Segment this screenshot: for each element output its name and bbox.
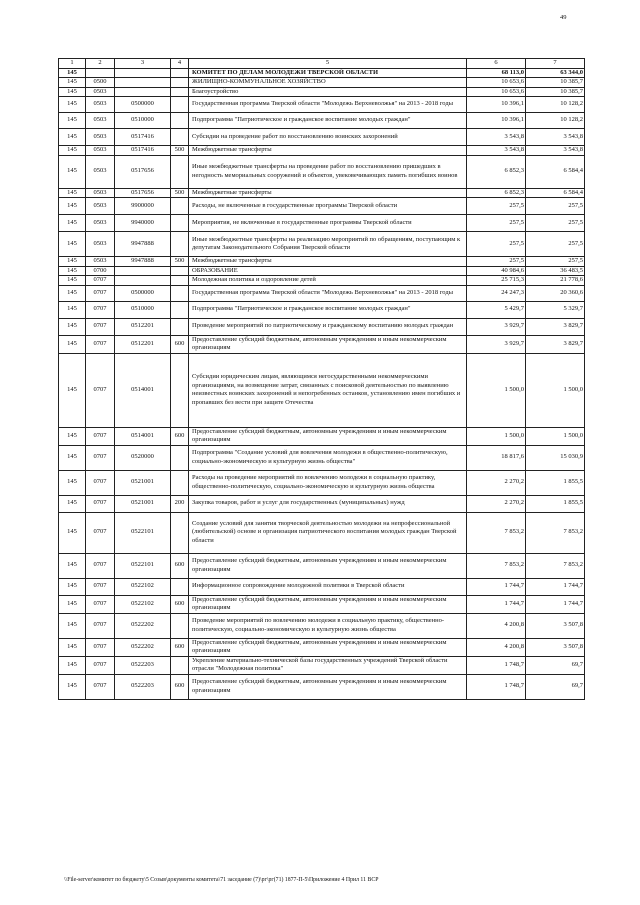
description-cell: Благоустройство	[189, 87, 467, 97]
amount-cell: 1 744,7	[467, 595, 526, 613]
description-cell: Проведение мероприятий по вовлечению молодежи в социальную практику, общественно-политическую, социально-экономическую и культурную жизнь общества	[189, 613, 467, 638]
amount-cell: 1 500,0	[526, 353, 585, 427]
expense-type-cell	[171, 113, 189, 129]
amount-cell: 257,5	[467, 198, 526, 215]
target-article-cell: 0500000	[115, 285, 171, 301]
code-cell: 145	[59, 578, 86, 595]
amount-cell: 40 984,6	[467, 266, 526, 276]
code-cell: 145	[59, 427, 86, 445]
table-row	[59, 335, 585, 353]
amount-cell: 10 653,6	[467, 78, 526, 88]
amount-cell: 1 855,5	[526, 495, 585, 512]
column-header: 2	[86, 59, 115, 69]
table-row	[59, 353, 585, 427]
description-cell: Предоставление субсидий бюджетным, автономным учреждениям и иным некоммерческим организациям	[189, 638, 467, 656]
description-cell: Межбюджетные трансферты	[189, 146, 467, 156]
amount-cell: 3 929,7	[467, 335, 526, 353]
code-cell: 145	[59, 257, 86, 267]
expense-type-cell	[171, 445, 189, 470]
description-cell: Предоставление субсидий бюджетным, автономным учреждениям и иным некоммерческим организациям	[189, 553, 467, 578]
amount-cell: 1 744,7	[467, 578, 526, 595]
amount-cell: 257,5	[526, 257, 585, 267]
section-cell: 0707	[86, 353, 115, 427]
expense-type-cell	[171, 318, 189, 335]
amount-cell: 6 852,3	[467, 188, 526, 198]
code-cell: 145	[59, 113, 86, 129]
target-article-cell: 9947888	[115, 257, 171, 267]
code-cell: 145	[59, 188, 86, 198]
target-article-cell: 9940000	[115, 215, 171, 232]
target-article-cell: 0512201	[115, 318, 171, 335]
description-cell: Субсидии на проведение работ по восстановлению воинских захоронений	[189, 129, 467, 146]
section-cell: 0700	[86, 266, 115, 276]
code-cell: 145	[59, 301, 86, 318]
column-header-row	[59, 59, 585, 69]
amount-cell: 1 500,0	[467, 353, 526, 427]
description-cell: Создание условий для занятия творческой деятельностью молодежи на непрофессиональной (любительской) основе и организация патриотического воспитания молодых граждан Тверской области	[189, 512, 467, 553]
expense-type-cell	[171, 512, 189, 553]
column-header: 7	[526, 59, 585, 69]
table-row	[59, 78, 585, 88]
description-cell: Информационное сопровождение молодежной политики в Тверской области	[189, 578, 467, 595]
code-cell: 145	[59, 87, 86, 97]
section-cell: 0707	[86, 427, 115, 445]
section-cell: 0707	[86, 656, 115, 674]
expense-type-cell: 600	[171, 427, 189, 445]
expense-type-cell	[171, 198, 189, 215]
target-article-cell: 0520000	[115, 445, 171, 470]
description-cell: ОБРАЗОВАНИЕ	[189, 266, 467, 276]
code-cell: 145	[59, 445, 86, 470]
target-article-cell	[115, 276, 171, 286]
description-cell: Подпрограмма "Создание условий для вовлечения молодежи в общественно-политическую, социально-экономическую и культурную жизнь общества"	[189, 445, 467, 470]
section-cell: 0503	[86, 215, 115, 232]
amount-cell: 257,5	[467, 232, 526, 257]
expense-type-cell	[171, 266, 189, 276]
expense-type-cell: 500	[171, 146, 189, 156]
target-article-cell: 0514001	[115, 353, 171, 427]
amount-cell: 1 744,7	[526, 578, 585, 595]
section-cell: 0707	[86, 578, 115, 595]
target-article-cell	[115, 78, 171, 88]
code-cell: 145	[59, 78, 86, 88]
code-cell: 145	[59, 353, 86, 427]
amount-cell: 3 543,8	[467, 146, 526, 156]
code-cell: 145	[59, 595, 86, 613]
table-row	[59, 595, 585, 613]
amount-cell: 1 748,7	[467, 656, 526, 674]
amount-cell: 3 507,8	[526, 638, 585, 656]
amount-cell: 2 270,2	[467, 495, 526, 512]
expense-type-cell: 200	[171, 495, 189, 512]
code-cell: 145	[59, 215, 86, 232]
table-row	[59, 266, 585, 276]
description-cell: Подпрограмма "Патриотическое и гражданское воспитание молодых граждан"	[189, 301, 467, 318]
amount-cell: 3 929,7	[467, 318, 526, 335]
amount-cell: 257,5	[467, 257, 526, 267]
amount-cell: 7 853,2	[467, 553, 526, 578]
section-cell: 0707	[86, 638, 115, 656]
table-row	[59, 146, 585, 156]
amount-cell: 1 744,7	[526, 595, 585, 613]
amount-cell: 10 396,1	[467, 113, 526, 129]
code-cell: 145	[59, 285, 86, 301]
code-cell: 145	[59, 613, 86, 638]
section-cell: 0503	[86, 113, 115, 129]
table-row	[59, 215, 585, 232]
table-row	[59, 87, 585, 97]
description-cell: Государственная программа Тверской области "Молодежь Верхневолжья" на 2013 - 2018 годы	[189, 97, 467, 113]
target-article-cell: 9947888	[115, 232, 171, 257]
expense-type-cell	[171, 613, 189, 638]
expense-type-cell	[171, 578, 189, 595]
table-row	[59, 656, 585, 674]
amount-cell: 10 653,6	[467, 87, 526, 97]
column-header: 1	[59, 59, 86, 69]
amount-cell: 3 543,8	[526, 129, 585, 146]
code-cell: 145	[59, 276, 86, 286]
column-header: 5	[189, 59, 467, 69]
table-row	[59, 674, 585, 699]
code-cell: 145	[59, 318, 86, 335]
description-cell: Проведение мероприятий по патриотическому и гражданскому воспитанию молодых граждан	[189, 318, 467, 335]
code-cell: 145	[59, 470, 86, 495]
table-row	[59, 129, 585, 146]
code-cell: 145	[59, 495, 86, 512]
amount-cell: 36 483,5	[526, 266, 585, 276]
section-cell: 0503	[86, 97, 115, 113]
section-cell: 0707	[86, 285, 115, 301]
amount-cell: 257,5	[526, 232, 585, 257]
code-cell: 145	[59, 674, 86, 699]
amount-cell: 5 429,7	[467, 301, 526, 318]
description-cell: Расходы на проведение мероприятий по вовлечению молодежи в социальную практику, общественно-политическую, социально-экономическую и культурную жизнь общества	[189, 470, 467, 495]
amount-cell: 4 200,8	[467, 613, 526, 638]
amount-cell: 25 715,3	[467, 276, 526, 286]
expense-type-cell	[171, 232, 189, 257]
section-cell: 0503	[86, 155, 115, 188]
footer-file-path: \\File-server\комитет по бюджету\5 Созыв\документы комитета\71 заседание (7)\рг\рг(71) 1877-П-5\Приложение 4 Прил 11 ВСР	[64, 877, 379, 883]
budget-table	[58, 58, 585, 700]
amount-cell: 63 344,0	[526, 68, 585, 78]
code-cell: 145	[59, 656, 86, 674]
section-cell: 0503	[86, 257, 115, 267]
target-article-cell: 0500000	[115, 97, 171, 113]
amount-cell: 10 385,7	[526, 87, 585, 97]
description-cell: Иные межбюджетные трансферты на проведение работ по восстановлению пришедших в негодность мемориальных сооружений и объектов, увековечивающих память погибших воинов	[189, 155, 467, 188]
description-cell: Молодежная политика и оздоровление детей	[189, 276, 467, 286]
target-article-cell: 0522202	[115, 613, 171, 638]
column-header: 4	[171, 59, 189, 69]
description-cell: Предоставление субсидий бюджетным, автономным учреждениям и иным некоммерческим организациям	[189, 595, 467, 613]
expense-type-cell	[171, 656, 189, 674]
amount-cell: 69,7	[526, 656, 585, 674]
description-cell: Предоставление субсидий бюджетным, автономным учреждениям и иным некоммерческим организациям	[189, 674, 467, 699]
description-cell: Предоставление субсидий бюджетным, автономным учреждениям и иным некоммерческим организациям	[189, 427, 467, 445]
amount-cell: 10 128,2	[526, 97, 585, 113]
section-cell: 0503	[86, 198, 115, 215]
target-article-cell	[115, 68, 171, 78]
code-cell: 145	[59, 68, 86, 78]
code-cell: 145	[59, 198, 86, 215]
section-cell: 0707	[86, 335, 115, 353]
amount-cell: 68 113,0	[467, 68, 526, 78]
target-article-cell: 0517416	[115, 129, 171, 146]
section-cell: 0503	[86, 129, 115, 146]
amount-cell: 5 329,7	[526, 301, 585, 318]
target-article-cell: 0522101	[115, 553, 171, 578]
code-cell: 145	[59, 335, 86, 353]
page-number: 49	[560, 14, 567, 21]
table-row	[59, 113, 585, 129]
amount-cell: 3 543,8	[526, 146, 585, 156]
expense-type-cell	[171, 301, 189, 318]
section-cell: 0707	[86, 512, 115, 553]
section-cell: 0707	[86, 495, 115, 512]
table-row	[59, 470, 585, 495]
table-row	[59, 257, 585, 267]
target-article-cell: 0522102	[115, 578, 171, 595]
target-article-cell: 0517416	[115, 146, 171, 156]
table-row	[59, 553, 585, 578]
expense-type-cell	[171, 155, 189, 188]
target-article-cell: 0522202	[115, 638, 171, 656]
description-cell: КОМИТЕТ ПО ДЕЛАМ МОЛОДЕЖИ ТВЕРСКОЙ ОБЛАСТИ	[189, 68, 467, 78]
expense-type-cell	[171, 215, 189, 232]
amount-cell: 10 128,2	[526, 113, 585, 129]
amount-cell: 20 360,6	[526, 285, 585, 301]
section-cell: 0707	[86, 674, 115, 699]
code-cell: 145	[59, 232, 86, 257]
amount-cell: 257,5	[526, 198, 585, 215]
amount-cell: 7 853,2	[526, 512, 585, 553]
table-row	[59, 445, 585, 470]
target-article-cell	[115, 266, 171, 276]
description-cell: Укрепление материально-технической базы государственных учреждений Тверской области отрасли "Молодежная политика"	[189, 656, 467, 674]
section-cell: 0500	[86, 78, 115, 88]
expense-type-cell: 600	[171, 553, 189, 578]
code-cell: 145	[59, 129, 86, 146]
expense-type-cell	[171, 97, 189, 113]
target-article-cell: 0522203	[115, 674, 171, 699]
amount-cell: 257,5	[526, 215, 585, 232]
amount-cell: 3 829,7	[526, 318, 585, 335]
amount-cell: 6 584,4	[526, 155, 585, 188]
expense-type-cell: 600	[171, 638, 189, 656]
code-cell: 145	[59, 266, 86, 276]
column-header: 6	[467, 59, 526, 69]
expense-type-cell	[171, 353, 189, 427]
section-cell: 0707	[86, 276, 115, 286]
expense-type-cell	[171, 78, 189, 88]
target-article-cell: 0514001	[115, 427, 171, 445]
description-cell: Межбюджетные трансферты	[189, 257, 467, 267]
amount-cell: 24 247,3	[467, 285, 526, 301]
description-cell: Государственная программа Тверской области "Молодежь Верхневолжья" на 2013 - 2018 годы	[189, 285, 467, 301]
amount-cell: 21 778,6	[526, 276, 585, 286]
table-row	[59, 512, 585, 553]
expense-type-cell	[171, 129, 189, 146]
table-row	[59, 638, 585, 656]
expense-type-cell: 500	[171, 188, 189, 198]
amount-cell: 10 396,1	[467, 97, 526, 113]
expense-type-cell: 600	[171, 595, 189, 613]
expense-type-cell	[171, 68, 189, 78]
amount-cell: 10 385,7	[526, 78, 585, 88]
description-cell: Подпрограмма "Патриотическое и гражданское воспитание молодых граждан"	[189, 113, 467, 129]
section-cell: 0707	[86, 595, 115, 613]
column-header: 3	[115, 59, 171, 69]
section-cell: 0503	[86, 146, 115, 156]
code-cell: 145	[59, 97, 86, 113]
section-cell: 0503	[86, 87, 115, 97]
section-cell	[86, 68, 115, 78]
amount-cell: 1 500,0	[467, 427, 526, 445]
description-cell: Закупка товаров, работ и услуг для государственных (муниципальных) нужд	[189, 495, 467, 512]
table-row	[59, 285, 585, 301]
section-cell: 0707	[86, 301, 115, 318]
amount-cell: 7 853,2	[526, 553, 585, 578]
expense-type-cell: 500	[171, 257, 189, 267]
expense-type-cell: 600	[171, 335, 189, 353]
section-cell: 0707	[86, 470, 115, 495]
code-cell: 145	[59, 512, 86, 553]
description-cell: ЖИЛИЩНО-КОММУНАЛЬНОЕ ХОЗЯЙСТВО	[189, 78, 467, 88]
description-cell: Расходы, не включенные в государственные программы Тверской области	[189, 198, 467, 215]
table-row	[59, 301, 585, 318]
table-row	[59, 578, 585, 595]
description-cell: Мероприятия, не включенные в государственные программы Тверской области	[189, 215, 467, 232]
target-article-cell: 0521001	[115, 470, 171, 495]
description-cell: Межбюджетные трансферты	[189, 188, 467, 198]
amount-cell: 2 270,2	[467, 470, 526, 495]
expense-type-cell	[171, 470, 189, 495]
description-cell: Предоставление субсидий бюджетным, автономным учреждениям и иным некоммерческим организациям	[189, 335, 467, 353]
expense-type-cell	[171, 276, 189, 286]
target-article-cell: 0517656	[115, 188, 171, 198]
amount-cell: 257,5	[467, 215, 526, 232]
amount-cell: 3 829,7	[526, 335, 585, 353]
section-cell: 0503	[86, 232, 115, 257]
amount-cell: 6 584,4	[526, 188, 585, 198]
amount-cell: 6 852,3	[467, 155, 526, 188]
table-row	[59, 97, 585, 113]
target-article-cell: 0522102	[115, 595, 171, 613]
description-cell: Иные межбюджетные трансферты на реализацию мероприятий по обращениям, поступающим к депутатам Законодательного Собрания Тверской области	[189, 232, 467, 257]
amount-cell: 15 030,9	[526, 445, 585, 470]
table-row	[59, 495, 585, 512]
target-article-cell: 0522101	[115, 512, 171, 553]
section-cell: 0707	[86, 318, 115, 335]
table-row	[59, 232, 585, 257]
amount-cell: 18 817,6	[467, 445, 526, 470]
target-article-cell: 9900000	[115, 198, 171, 215]
amount-cell: 4 200,8	[467, 638, 526, 656]
section-cell: 0707	[86, 553, 115, 578]
code-cell: 145	[59, 638, 86, 656]
amount-cell: 69,7	[526, 674, 585, 699]
target-article-cell: 0512201	[115, 335, 171, 353]
expense-type-cell	[171, 87, 189, 97]
amount-cell: 3 543,8	[467, 129, 526, 146]
amount-cell: 1 500,0	[526, 427, 585, 445]
section-cell: 0707	[86, 613, 115, 638]
description-cell: Субсидии юридическим лицам, являющимся негосударственными некоммерческими организациями, на возмещение затрат, связанных с поисковой деятельностью по выявлению неизвестных воинских захоронений и непогребенных останков, установлению имен погибших и пропавших без вести при защите Отечества	[189, 353, 467, 427]
target-article-cell	[115, 87, 171, 97]
target-article-cell: 0510000	[115, 113, 171, 129]
expense-type-cell: 600	[171, 674, 189, 699]
table-row	[59, 276, 585, 286]
code-cell: 145	[59, 155, 86, 188]
target-article-cell: 0522203	[115, 656, 171, 674]
table-row	[59, 155, 585, 188]
table-row	[59, 318, 585, 335]
amount-cell: 1 855,5	[526, 470, 585, 495]
target-article-cell: 0517656	[115, 155, 171, 188]
table-row	[59, 427, 585, 445]
table-row	[59, 198, 585, 215]
section-cell: 0707	[86, 445, 115, 470]
code-cell: 145	[59, 553, 86, 578]
code-cell: 145	[59, 146, 86, 156]
target-article-cell: 0521001	[115, 495, 171, 512]
target-article-cell: 0510000	[115, 301, 171, 318]
table-row	[59, 613, 585, 638]
table-row	[59, 188, 585, 198]
amount-cell: 3 507,8	[526, 613, 585, 638]
table-row	[59, 68, 585, 78]
amount-cell: 1 748,7	[467, 674, 526, 699]
section-cell: 0503	[86, 188, 115, 198]
expense-type-cell	[171, 285, 189, 301]
amount-cell: 7 853,2	[467, 512, 526, 553]
